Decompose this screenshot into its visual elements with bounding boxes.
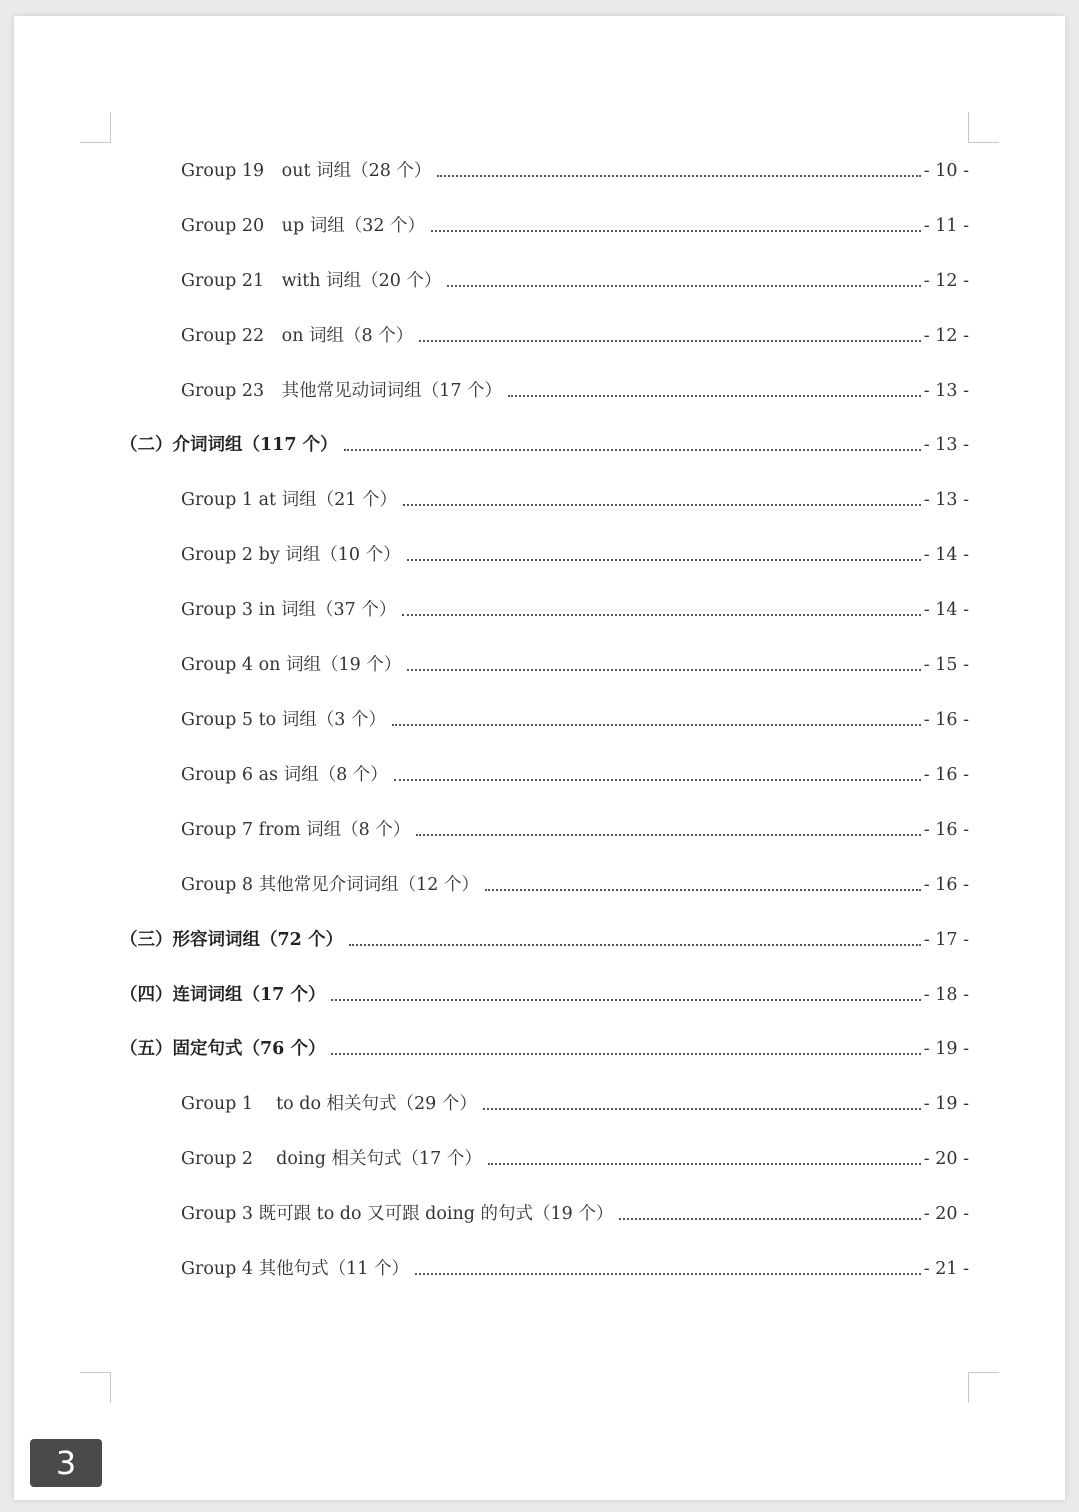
toc-entry[interactable] <box>181 1147 969 1171</box>
toc-page-number: - 13 - <box>923 381 969 401</box>
toc-entry[interactable] <box>181 543 969 567</box>
toc-page-number: - 20 - <box>923 1149 969 1169</box>
toc-page-number: - 16 - <box>923 875 969 895</box>
toc-entry[interactable] <box>181 159 969 183</box>
toc-page-number: - 14 - <box>923 600 969 620</box>
toc-dot-leader <box>447 284 920 287</box>
toc-page-number: - 10 - <box>923 161 969 181</box>
toc-section-heading[interactable] <box>120 1037 969 1061</box>
toc-entry-label: Group 19 out 词组（28 个） <box>181 161 432 181</box>
toc-dot-leader <box>437 174 920 177</box>
toc-page-number: - 21 - <box>923 1259 969 1279</box>
toc-page-number: - 13 - <box>923 490 969 510</box>
toc-entry-label: Group 22 on 词组（8 个） <box>181 326 414 346</box>
toc-dot-leader <box>508 394 921 397</box>
toc-entry[interactable] <box>181 1092 969 1116</box>
toc-entry[interactable] <box>181 653 969 677</box>
toc-page-number: - 12 - <box>923 326 969 346</box>
toc-dot-leader <box>403 503 921 506</box>
toc-entry[interactable] <box>181 873 969 897</box>
toc-page-number: - 17 - <box>923 930 969 950</box>
toc-entry-label: Group 1 to do 相关句式（29 个） <box>181 1094 477 1114</box>
toc-dot-leader <box>419 339 921 342</box>
crop-mark-bottom-right <box>968 1372 999 1403</box>
toc-dot-leader <box>402 613 920 616</box>
toc-entry-label: Group 6 as 词组（8 个） <box>181 765 388 785</box>
toc-entry-label: Group 5 to 词组（3 个） <box>181 710 386 730</box>
page-number-badge: 3 <box>30 1439 102 1487</box>
toc-entry-label: Group 4 其他句式（11 个） <box>181 1259 409 1279</box>
toc-dot-leader <box>407 558 921 561</box>
toc-entry[interactable] <box>181 269 969 293</box>
toc-entry-label: Group 1 at 词组（21 个） <box>181 490 397 510</box>
toc-entry[interactable] <box>181 1257 969 1281</box>
toc-page-number: - 16 - <box>923 765 969 785</box>
toc-page-number: - 14 - <box>923 545 969 565</box>
toc-entry-label: Group 23 其他常见动词词组（17 个） <box>181 381 503 401</box>
toc-page-number: - 12 - <box>923 271 969 291</box>
toc-dot-leader <box>415 1272 921 1275</box>
toc-entry[interactable] <box>181 763 969 787</box>
toc-page-number: - 19 - <box>923 1094 969 1114</box>
toc-entry-label: Group 2 doing 相关句式（17 个） <box>181 1149 482 1169</box>
toc-entry-label: （四）连词词组（17 个） <box>120 985 326 1005</box>
toc-dot-leader <box>331 998 920 1001</box>
toc-entry-label: （二）介词词组（117 个） <box>120 435 338 455</box>
toc-dot-leader <box>431 229 921 232</box>
toc-dot-leader <box>619 1217 920 1220</box>
toc-dot-leader <box>331 1052 920 1055</box>
toc-entry-label: Group 3 既可跟 to do 又可跟 doing 的句式（19 个） <box>181 1204 614 1224</box>
toc-entry-label: Group 8 其他常见介词词组（12 个） <box>181 875 479 895</box>
toc-entry-label: （五）固定句式（76 个） <box>120 1039 326 1059</box>
toc-dot-leader <box>407 668 920 671</box>
toc-entry-label: Group 20 up 词组（32 个） <box>181 216 426 236</box>
toc-entry[interactable] <box>181 818 969 842</box>
toc-entry-label: （三）形容词词组（72 个） <box>120 930 343 950</box>
toc-page-number: - 20 - <box>923 1204 969 1224</box>
toc-section-heading[interactable] <box>120 928 969 952</box>
toc-entry-label: Group 2 by 词组（10 个） <box>181 545 401 565</box>
toc-entry[interactable] <box>181 488 969 512</box>
toc-entry[interactable] <box>181 1202 969 1226</box>
crop-mark-bottom-left <box>80 1372 111 1403</box>
toc-entry-label: Group 4 on 词组（19 个） <box>181 655 402 675</box>
toc-entry[interactable] <box>181 708 969 732</box>
toc-page-number: - 16 - <box>923 820 969 840</box>
toc-entry-label: Group 7 from 词组（8 个） <box>181 820 411 840</box>
toc-entry[interactable] <box>181 214 969 238</box>
toc-entry[interactable] <box>181 379 969 403</box>
toc-section-heading[interactable] <box>120 433 969 457</box>
toc-page-number: - 19 - <box>923 1039 969 1059</box>
crop-mark-top-right <box>968 112 999 143</box>
toc-dot-leader <box>483 1107 921 1110</box>
toc-page-number: - 18 - <box>923 985 969 1005</box>
toc-dot-leader <box>394 778 921 781</box>
crop-mark-top-left <box>80 112 111 143</box>
toc-dot-leader <box>416 833 920 836</box>
document-page <box>14 16 1065 1500</box>
toc-dot-leader <box>392 723 921 726</box>
toc-dot-leader <box>349 943 921 946</box>
toc-page-number: - 15 - <box>923 655 969 675</box>
toc-entry[interactable] <box>181 598 969 622</box>
toc-dot-leader <box>344 448 921 451</box>
toc-dot-leader <box>488 1162 921 1165</box>
toc-entry-label: Group 21 with 词组（20 个） <box>181 271 442 291</box>
toc-page-number: - 13 - <box>923 435 969 455</box>
toc-dot-leader <box>485 888 921 891</box>
toc-page-number: - 11 - <box>923 216 969 236</box>
toc-entry[interactable] <box>181 324 969 348</box>
toc-page-number: - 16 - <box>923 710 969 730</box>
toc-entry-label: Group 3 in 词组（37 个） <box>181 600 397 620</box>
toc-section-heading[interactable] <box>120 983 969 1007</box>
